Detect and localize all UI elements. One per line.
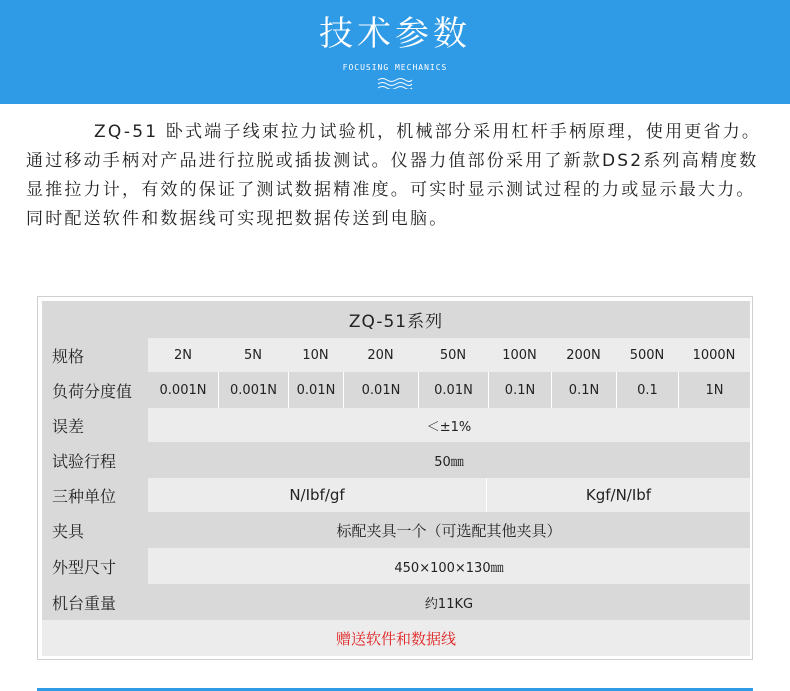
resolution-cell: 0.1N xyxy=(551,372,616,408)
spec-cell: 10N xyxy=(302,347,329,363)
table-row-fixture xyxy=(42,512,750,548)
gift-text: 赠送软件和数据线 xyxy=(335,629,456,648)
banner-subtitle: FOCUSING MECHANICS xyxy=(342,63,448,72)
row-label-spec: 规格 xyxy=(42,338,148,372)
spec-cell: 200N xyxy=(566,347,601,363)
spec-table xyxy=(37,296,753,660)
table-row-resolution xyxy=(42,372,750,408)
weight-value: 约11KG xyxy=(424,596,474,612)
spec-cell: 1000N xyxy=(692,347,736,363)
table-row-error xyxy=(42,408,750,442)
spec-cell: 2N xyxy=(174,347,192,363)
row-label-units: 三种单位 xyxy=(42,478,148,512)
resolution-cell: 0.1N xyxy=(488,372,551,408)
spec-cell: 20N xyxy=(367,347,394,363)
row-label-size: 外型尺寸 xyxy=(42,548,148,584)
stroke-value: 50㎜ xyxy=(434,454,464,470)
spec-cell: 500N xyxy=(629,347,665,363)
units-value-a: N/Ibf/gf xyxy=(289,486,345,504)
spec-cell: 100N xyxy=(502,347,537,363)
fixture-value: 标配夹具一个（可选配其他夹具） xyxy=(336,521,562,540)
spec-cell: 5N xyxy=(244,347,262,363)
header-banner xyxy=(0,0,790,104)
table-title: ZQ-51系列 xyxy=(348,312,444,332)
resolution-cell: 0.01N xyxy=(343,372,418,408)
size-value: 450×100×130㎜ xyxy=(394,560,504,576)
table-row-weight xyxy=(42,584,750,620)
table-row-size xyxy=(42,548,750,584)
table-row-gift xyxy=(42,620,750,656)
table-row-stroke xyxy=(42,442,750,478)
row-label-weight: 机台重量 xyxy=(42,584,148,620)
resolution-cell: 0.001N xyxy=(159,382,207,398)
table-row-spec xyxy=(42,338,750,372)
row-label-fixture: 夹具 xyxy=(42,512,148,548)
table-row-units xyxy=(42,478,750,512)
resolution-cell: 0.001N xyxy=(218,372,288,408)
resolution-cell: 0.1 xyxy=(616,372,678,408)
banner-title: 技术参数 xyxy=(319,14,471,54)
resolution-cell: 1N xyxy=(678,372,750,408)
row-label-resolution: 负荷分度值 xyxy=(42,372,148,408)
table-title-row xyxy=(42,301,750,338)
resolution-cell: 0.01N xyxy=(288,372,343,408)
error-value: ＜±1% xyxy=(426,419,472,435)
resolution-cell: 0.01N xyxy=(418,372,488,408)
row-label-stroke: 试验行程 xyxy=(42,442,148,478)
spec-cell: 50N xyxy=(439,347,467,363)
wave-icon xyxy=(377,77,413,89)
model-name: ZQ-51 xyxy=(94,122,159,142)
units-value-b: Kgf/N/Ibf xyxy=(486,478,750,512)
product-description xyxy=(26,118,766,234)
description-text: 卧式端子线束拉力试验机，机械部分采用杠杆手柄原理，使用更省力。通过移动手柄对产品进行拉脱或插拔测试。仪器力值部份采用了新款DS2系列高精度数显推拉力计，有效的保证了测试数据精准度。可实时显示测试过程的力或显示最大力。同时配送软件和数据线可实现把数据传送到电脑。 xyxy=(26,122,762,229)
row-label-error: 误差 xyxy=(42,408,148,442)
